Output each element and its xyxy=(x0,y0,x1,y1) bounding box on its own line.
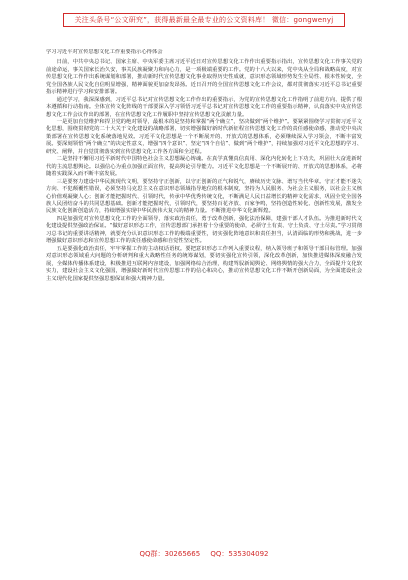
paragraph-4: 二是坚持不懈用习近平新时代中国特色社会主义思想凝心铸魂。在真学真懂真信真用、深化内化转化上下功夫，巩固壮大奋进新时代的主流思想舆论。以强信心为重点加强正面宣传，提高舆论引导能力。习近平文化思想是一个不断展开的、开放式的思想体系，必将随着实践深入而不断丰富发展。 xyxy=(46,156,362,178)
paragraph-3: 一是更加自觉维护和捍卫党的绝对领导，最根本的是坚持和掌握“两个确立”，坚决做到“两个维护”。要紧紧围绕学习贯彻习近平文化思想，围绕贯彻党的二十大关于文化建设的战略部署，切实增强做好新时代新征程宣传思想文化工作的责任感使命感，推动党中央决策部署在宣传思想文化系统落地见效。习近平文化思想是一个不断展开的、开放式的思想体系，必须继续深入学习领会，不断丰富发展。要深刻领悟“两个确立”的决定性意义，增强“四个意识”、坚定“四个自信”、做到“两个维护”，持续加强对习近平文化思想的学习、研究、阐释，并自觉贯彻落实到宣传思想文化工作各方面和全过程。 xyxy=(46,119,362,155)
promo-banner xyxy=(63,13,345,27)
qq-group-text: QQ群：30265665 xyxy=(139,550,201,558)
paragraph-5: 三是要努力建设中华民族现代文明，要坚持守正创新，以守正创新的正气和锐气，赓续历史文脉、谱写当代华章。守正才能不迷失方向、不犯颠覆性错误，必须坚持马克思主义在意识形态领域指导地位的根本制度，坚持为人民服务、为社会主义服务，以社会主义核心价值观凝聚人心；创新才能把握时代、引领时代，传承中华优秀传统文化，不断满足人民日益增长的精神文化需求，巩固全党全国各族人民团结奋斗的共同思想基础。创新才能把握时代，引领时代，要坚持百花齐放、百家争鸣，坚持创造性转化、创新性发展，激发全民族文化创新创造活力，持续增强实现中华民族伟大复兴的精神力量。不断推进中华文化新辉煌。 xyxy=(46,178,362,215)
paragraph-1: 日前，中共中央总书记、国家主席、中央军委主席习近平近日对宣传思想文化工作作出重要指示指出，宣传思想文化工作事关党的前途命运，事关国家长治久安，事关民族凝聚力和向心力，是一项极端重要的工作。党的十八大以来，党中央从全局和战略高度，对宣传思想文化工作作出系统谋划和部署，推动新时代宣传思想文化事业取得历史性成就，意识形态领域形势发生全局性、根本性转变，全党全国各族人民文化自信明显增强，精神面貌更加奋发昂扬。近日召开的全国宣传思想文化工作会议，都对贯彻落实习近平总书记重要指示精神进行学习和安排部署。 xyxy=(46,59,362,96)
contact-footer xyxy=(0,549,408,559)
promo-banner-text: 关注头条号“公文研究”，获得最新最全最专业的公文资料库！ 微信：gongwenyj xyxy=(74,16,334,24)
document-body xyxy=(46,49,362,533)
paragraph-2: 通过学习，我深深感到，习近平总书记对宣传思想文化工作作出的重要指示，为党的宣传思想文化工作指明了前进方向、提供了根本遵循和行动指南。全体宣传文化阵线的干部要深入学习领悟习近平总书记对宣传思想文化工作的重要指示精神，认真落实中央宣传思想文化工作会议作出的部署，在宣传思想文化工作履职中坚持宣传思想文化贡献力量。 xyxy=(46,96,362,118)
paragraph-7: 五是要强化政治责任，牢牢掌握工作的主动权话语权。要把意识形态工作列入重要议程，纳入领导班子和领导干部目标管理。加强对意识形态领域重大问题的分析研判和重大战略性任务的统筹谋划，要切实强化宣传引领，深化改革创新，加快推进媒体深度融合发展，全媒体传播体系建设，积极推进互联网内容建设，加强网络综合治理，构建驾驭新闻舆论、网络舆情的强大合力，全面提升文化软实力，建设社会主义文化强国，增强做好新时代宣传思想工作的信心和决心，推动宣传思想文化工作不断开创新局面，为全面建设社会主义现代化国家提供坚强思想保证和强大精神力量。 xyxy=(46,245,362,282)
document-title: 学习习近平对宣传思想文化工作重要指示心得体会 xyxy=(46,49,163,55)
paragraph-6: 四是加强党对宣传思想文化工作的全面领导，落实政治责任，勇于改革创新，强化法治保障，建强干部人才队伍。为推进新时代文化建设提供坚强政治保证。“做好意识形态工作，宣传思想部门承担着十分重要的使命，必须守土有责、守土负责、守土尽责。”学习贯彻习总书记的重要讲话精神，就要充分认识意识形态工作的极端重要性，切实强化阵地意识和责任担当，认清面临的形势和挑战，进一步增强做好意识形态和宣传思想工作的责任感使命感和自觉性坚定性。 xyxy=(46,215,362,245)
qq-text: QQ：535304092 xyxy=(210,550,269,558)
